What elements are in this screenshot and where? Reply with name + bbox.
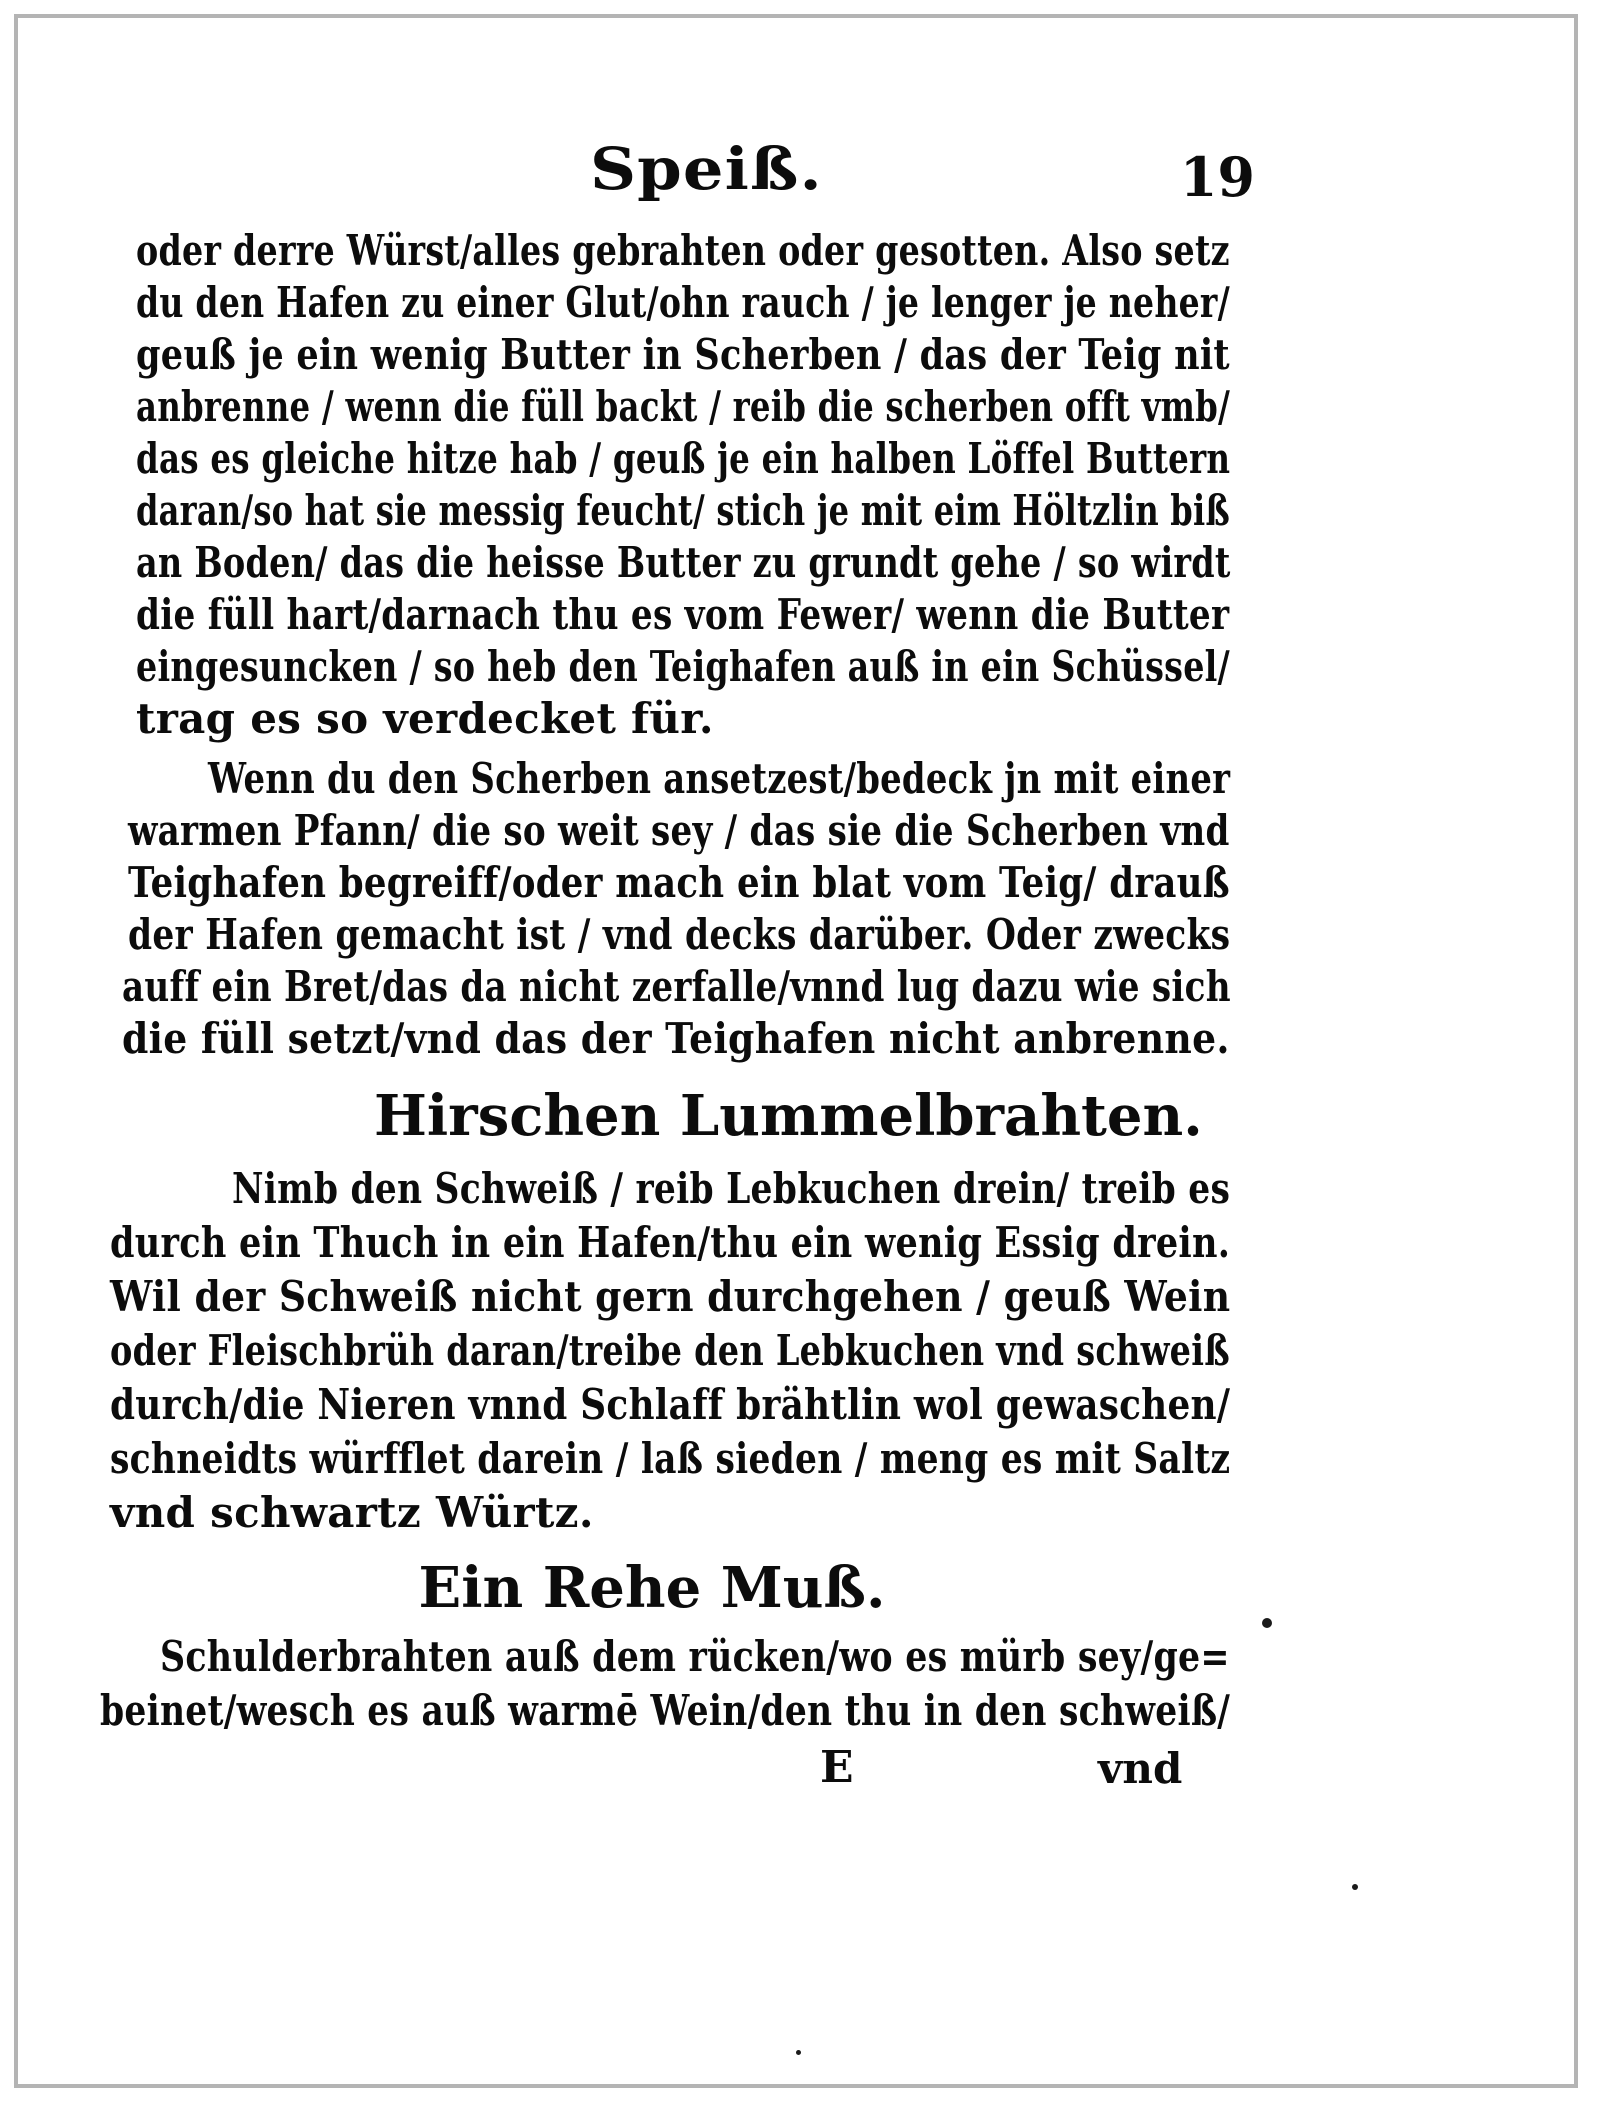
text-line: an Boden/ das die heisse Butter zu grundt gehe / so wirdt [136,538,1231,587]
text-line: du den Hafen zu einer Glut/ohn rauch / je lenger je neher/ [136,278,1230,327]
signature-mark: E [820,1742,854,1793]
text-line: die füll hart/darnach thu es vom Fewer/ wenn die Butter [136,590,1230,639]
text-line: trag es so verdecket für. [136,694,714,743]
ink-speck [1352,1884,1358,1890]
text-line: anbrenne / wenn die füll backt / reib die scherben offt vmb/ [136,382,1231,431]
text-line: geuß je ein wenig Butter in Scherben / das der Teig nit [136,330,1230,379]
text-line: Nimb den Schweiß / reib Lebkuchen drein/ treib es [232,1164,1231,1213]
text-line: daran/so hat sie messig feucht/ stich je mit eim Höltzlin biß [136,486,1231,535]
page-number: 19 [1179,145,1255,209]
section-heading: Ein Rehe Muß. [418,1555,886,1621]
text-line: beinet/wesch es auß warmē Wein/den thu in den schweiß/ [100,1686,1231,1735]
section-heading: Hirschen Lummelbrahten. [374,1083,1203,1149]
text-line: durch ein Thuch in ein Hafen/thu ein wenig Essig drein. [110,1218,1231,1267]
text-line: Schulderbrahten auß dem rücken/wo es mürb sey/ge= [160,1632,1230,1681]
running-head: Speiß. [590,135,823,203]
text-line: durch/die Nieren vnnd Schlaff brähtlin wol gewaschen/ [110,1380,1231,1429]
text-line: das es gleiche hitze hab / geuß je ein halben Löffel Buttern [136,434,1231,483]
ink-speck [796,2050,801,2055]
text-line: auff ein Bret/das da nicht zerfalle/vnnd lug dazu wie sich [122,962,1231,1011]
text-line: warmen Pfann/ die so weit sey / das sie die Scherben vnd [128,806,1230,855]
text-line: vnd schwartz Würtz. [110,1488,594,1537]
catchword: vnd [1098,1744,1183,1793]
text-line: der Hafen gemacht ist / vnd decks darüber. Oder zwecks [128,910,1231,959]
text-line: oder derre Würst/alles gebrahten oder gesotten. Also setz [136,226,1230,275]
text-line: Teighafen begreiff/oder mach ein blat vom Teig/ drauß [128,858,1230,907]
text-line: Wenn du den Scherben ansetzest/bedeck jn mit einer [208,754,1231,803]
text-line: Wil der Schweiß nicht gern durchgehen / geuß Wein [110,1272,1231,1321]
text-line: oder Fleischbrüh daran/treibe den Lebkuchen vnd schweiß [110,1326,1230,1375]
text-line: die füll setzt/vnd das der Teighafen nicht anbrenne. [122,1014,1230,1063]
ink-speck [1262,1618,1272,1628]
text-line: eingesuncken / so heb den Teighafen auß in ein Schüssel/ [136,642,1230,691]
text-line: schneidts würfflet darein / laß sieden / meng es mit Saltz [110,1434,1231,1483]
